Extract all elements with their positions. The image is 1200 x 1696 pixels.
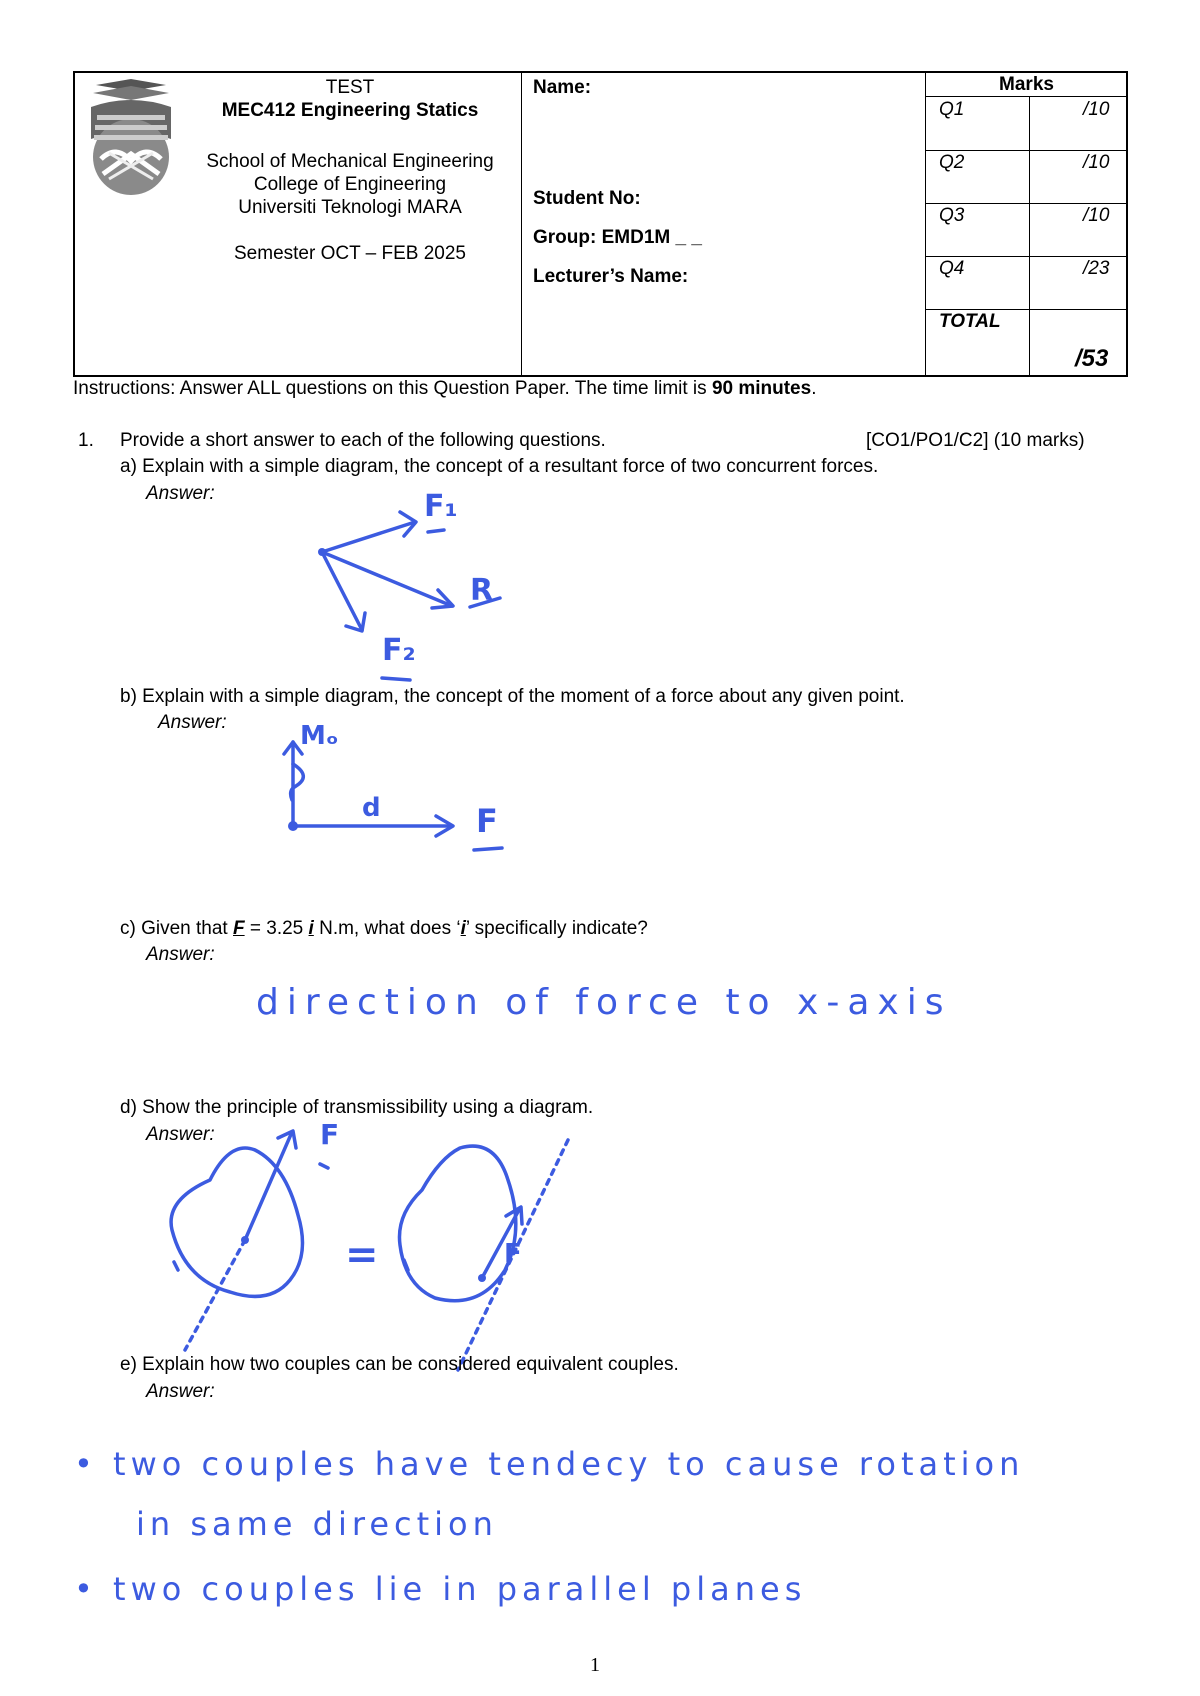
answer-label: Answer: [146, 1381, 215, 1402]
divider [925, 203, 1126, 204]
semester: Semester OCT – FEB 2025 [234, 243, 466, 264]
label-r: R [470, 573, 494, 608]
moment-sketch [270, 720, 520, 860]
label-f2: F₂ [382, 633, 416, 668]
question-number: 1. [78, 430, 94, 451]
marks-q2-max: /10 [1083, 152, 1110, 173]
marks-q3: Q3 [939, 205, 965, 226]
instructions-end: . [811, 378, 817, 399]
name-label: Name: [533, 77, 592, 98]
part-c-end: ’ specifically indicate? [465, 918, 648, 939]
marks-q3-max: /10 [1083, 205, 1110, 226]
instructions [73, 378, 816, 400]
test-title: TEST [325, 77, 375, 98]
header-table [73, 71, 1128, 377]
marks-q4-max: /23 [1083, 258, 1110, 279]
part-c-pre: c) Given that [120, 918, 233, 939]
university-logo [81, 79, 181, 197]
group-label: Group: EMD1M _ _ [533, 227, 702, 248]
handwritten-answer-e-line3: • two couples lie in parallel planes [74, 1570, 807, 1608]
marks-title: Marks [999, 74, 1054, 95]
marks-q1: Q1 [939, 99, 965, 120]
question-text: Provide a short answer to each of the following questions. [120, 430, 606, 451]
marks-total-label: TOTAL [939, 311, 1001, 332]
college-name: College of Engineering [253, 174, 447, 195]
label-equals: = [345, 1232, 379, 1278]
part-c-text [120, 918, 648, 940]
label-f: F [476, 802, 498, 840]
part-a-text: a) Explain with a simple diagram, the concept of a resultant force of two concurrent forces. [120, 456, 879, 477]
part-c-mid: = 3.25 [244, 918, 309, 939]
part-c-unit-vector-2: i [460, 918, 466, 939]
divider [925, 73, 926, 375]
part-c-force: F [233, 918, 245, 939]
handwritten-answer-c: direction of force to x-axis [256, 982, 952, 1023]
part-c-unit-vector: i [308, 918, 314, 939]
part-e-text: e) Explain how two couples can be considered equivalent couples. [120, 1354, 679, 1375]
part-b-text: b) Explain with a simple diagram, the concept of the moment of a force about any given point. [120, 686, 905, 707]
transmissibility-sketch [160, 1120, 600, 1350]
handwritten-answer-e-line1: • two couples have tendecy to cause rotation [74, 1445, 1025, 1483]
divider [925, 96, 1126, 97]
divider [925, 309, 1126, 310]
label-f1: F₁ [424, 489, 458, 524]
marks-q1-max: /10 [1083, 99, 1110, 120]
label-f-inside: F [504, 1239, 522, 1269]
handwritten-answer-e-line2: in same direction [136, 1505, 498, 1543]
student-no-label: Student No: [533, 188, 641, 209]
resultant-force-sketch [300, 480, 530, 690]
answer-label: Answer: [158, 712, 227, 733]
label-f-top: F [320, 1118, 340, 1151]
label-mo: Mₒ [300, 721, 339, 751]
lecturer-label: Lecturer’s Name: [533, 266, 689, 287]
university-name: Universiti Teknologi MARA [238, 197, 462, 218]
marks-total-max: /53 [1075, 345, 1109, 372]
divider [1029, 96, 1030, 375]
school-name: School of Mechanical Engineering [206, 151, 494, 172]
divider [925, 150, 1126, 151]
answer-label: Answer: [146, 1124, 215, 1145]
divider [925, 256, 1126, 257]
marks-q2: Q2 [939, 152, 965, 173]
page-number: 1 [590, 1654, 600, 1676]
part-c-post: N.m, what does ‘ [313, 918, 461, 939]
course-title: MEC412 Engineering Statics [221, 100, 479, 121]
marks-q4: Q4 [939, 258, 965, 279]
label-d: d [362, 793, 381, 823]
instructions-text: Instructions: Answer ALL questions on this Question Paper. The time limit is [73, 378, 712, 399]
answer-label: Answer: [146, 944, 215, 965]
divider [521, 73, 522, 375]
answer-label: Answer: [146, 483, 215, 504]
question-codes: [CO1/PO1/C2] (10 marks) [866, 430, 1085, 451]
time-limit: 90 minutes [711, 378, 812, 399]
part-d-text: d) Show the principle of transmissibility using a diagram. [120, 1097, 594, 1118]
